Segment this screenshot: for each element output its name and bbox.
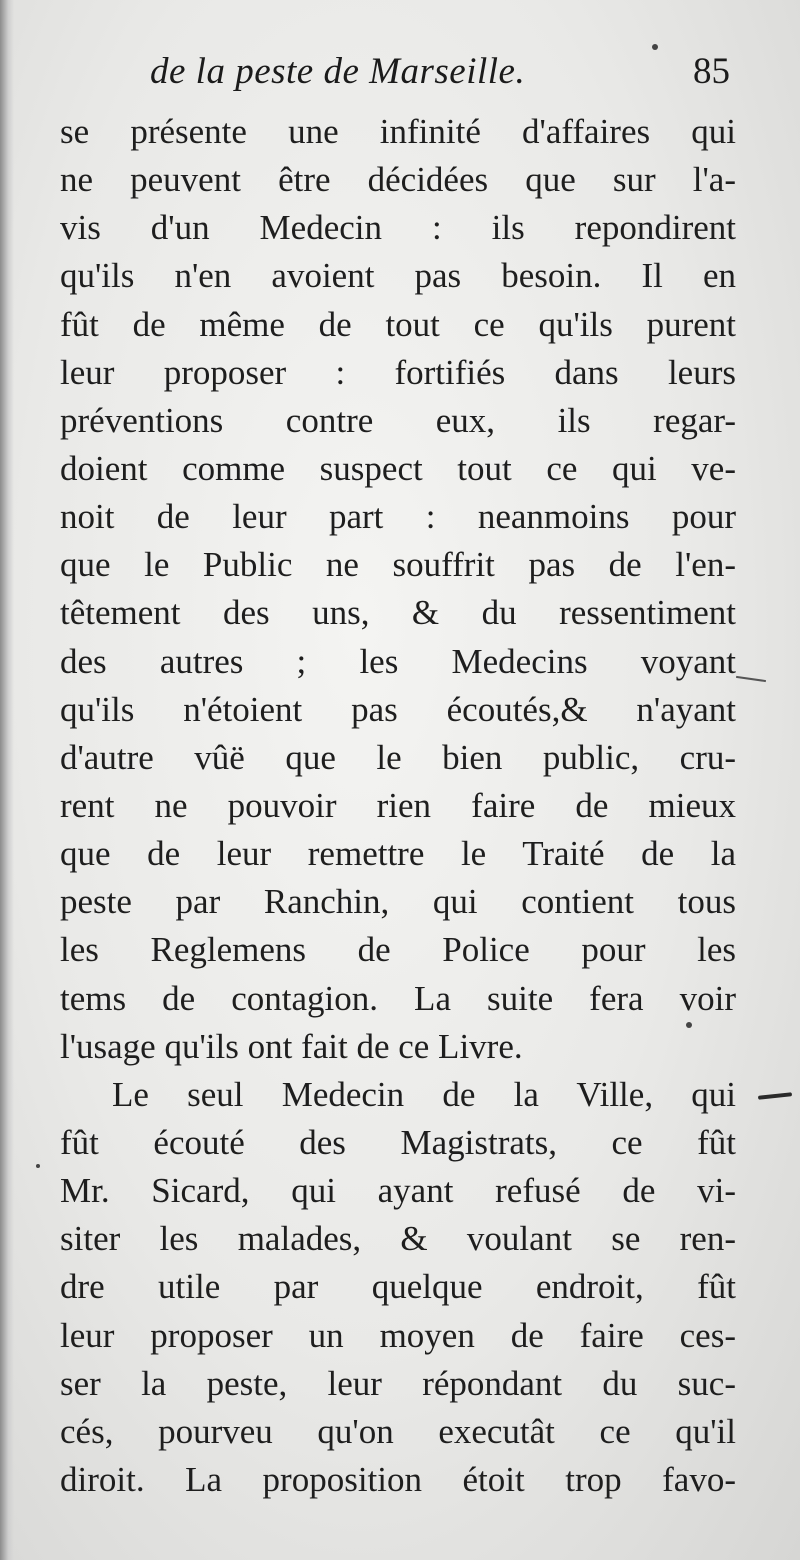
ink-speck [652,44,658,50]
text-line: tems de contagion. La suite fera voir [60,978,736,1018]
text-line: Le seul Medecin de la Ville, qui [112,1074,736,1114]
text-line: noit de leur part : neanmoins pour [60,497,736,537]
paragraph [60,108,736,1071]
text-line: qu'ils n'étoient pas écoutés,& n'ayant [60,689,736,729]
text-line: fût de même de tout ce qu'ils purent [60,304,736,344]
text-line: ne peuvent être décidées que sur l'a- [60,160,736,200]
text-line: les Reglemens de Police pour les [60,930,736,970]
text-line: se présente une infinité d'affaires qui [60,112,736,151]
page-number: 85 [693,51,730,92]
text-line: peste par Ranchin, qui contient tous [60,882,736,922]
margin-mark [758,1092,792,1100]
text-line: cés, pourveu qu'on executât ce qu'il [60,1411,736,1451]
text-line: des autres ; les Medecins voyant [60,641,736,681]
text-line: que le Public ne souffrit pas de l'en- [60,545,736,585]
text-line: fût écouté des Magistrats, ce fût [60,1122,736,1162]
text-line: doient comme suspect tout ce qui ve- [60,448,736,488]
text-line: rent ne pouvoir rien faire de mieux [60,785,736,825]
text-line: Mr. Sicard, qui ayant refusé de vi- [60,1171,736,1211]
text-line: diroit. La proposition étoit trop favo- [60,1459,736,1499]
text-line: d'autre vûë que le bien public, cru- [60,737,736,777]
text-line: vis d'un Medecin : ils repondirent [60,208,736,248]
text-line: ser la peste, leur répondant du suc- [60,1363,736,1403]
text-line: préventions contre eux, ils regar- [60,400,736,440]
text-line: leur proposer un moyen de faire ces- [60,1315,736,1355]
text-line: leur proposer : fortifiés dans leurs [60,352,736,392]
margin-mark [736,676,766,682]
text-line: têtement des uns, & du ressentiment [60,593,736,633]
running-head [150,50,730,106]
running-head-title: de la peste de Marseille. [150,51,526,92]
ink-speck [36,1164,40,1168]
text-line: que de leur remettre le Traité de la [60,834,736,874]
text-line: dre utile par quelque endroit, fût [60,1267,736,1307]
ink-speck [686,1022,692,1028]
page-gutter-shadow [0,0,14,1560]
text-line: qu'ils n'en avoient pas besoin. Il en [60,256,736,296]
text-line: l'usage qu'ils ont fait de ce Livre. [60,1026,523,1066]
body-text [60,108,736,1504]
paragraph [60,1071,736,1504]
text-line: siter les malades, & voulant se ren- [60,1219,736,1259]
